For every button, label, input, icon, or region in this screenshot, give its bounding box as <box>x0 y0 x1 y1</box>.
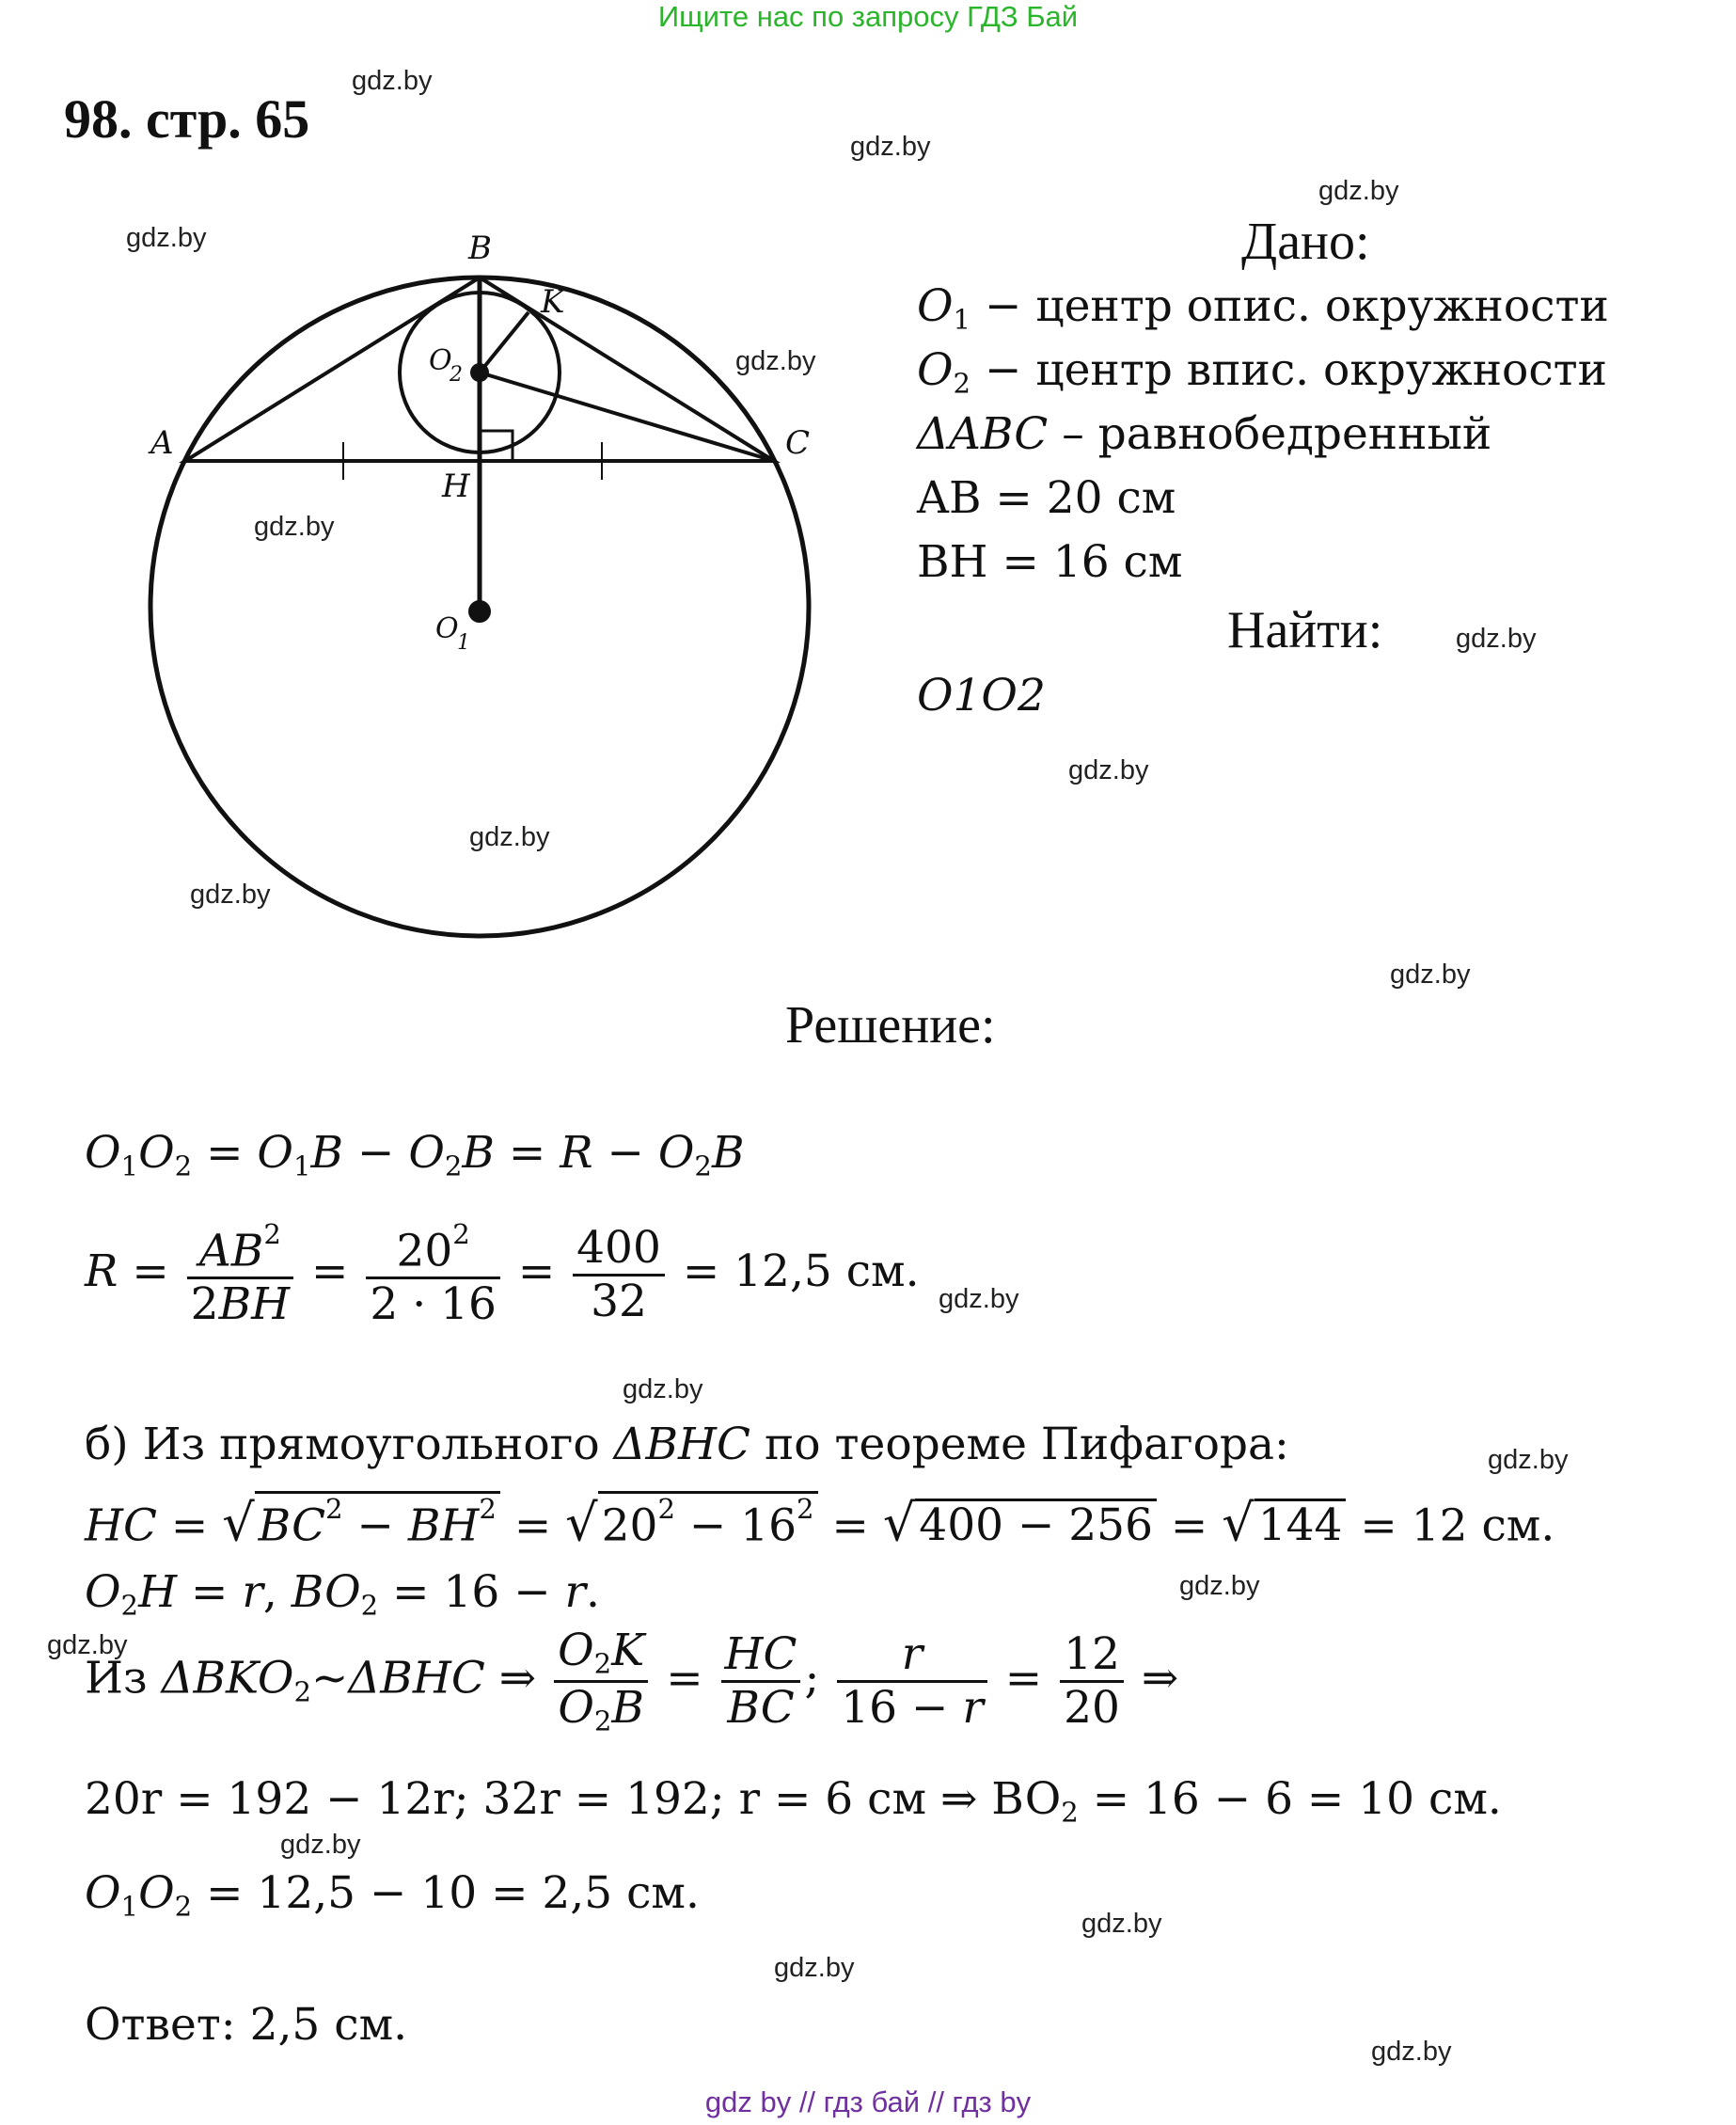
label-o1-sub: 1 <box>457 631 470 655</box>
watermark: gdz.by <box>850 132 931 162</box>
radius-o2k <box>480 312 529 373</box>
label-o2-sub: 2 <box>450 363 463 387</box>
watermark: gdz.by <box>1179 1571 1260 1601</box>
geometry-figure <box>113 207 846 959</box>
watermark: gdz.by <box>1068 755 1149 785</box>
given-line-3: ΔABC – равнобедренный <box>917 408 1492 460</box>
top-banner: Ищите нас по запросу ГДЗ Бай <box>657 0 1079 33</box>
watermark: gdz.by <box>280 1830 361 1860</box>
footer: gdz by // гдз бай // гдз by <box>704 2085 1032 2118</box>
equation-radius: R = $\frac{AB^2}{2BH}$ = $\frac{20^2}{2 \cdot 16}$ = $\frac{400}{32}$ = 12,5 см. <box>85 1218 920 1331</box>
watermark: gdz.by <box>47 1630 128 1660</box>
segment-o2c <box>480 373 774 461</box>
problem-title: 98. стр. 65 <box>64 88 310 150</box>
equation-o2h: $O_2H = r$, $BO_2 = 16 - r$. <box>85 1566 600 1622</box>
answer: Ответ: 2,5 см. <box>85 1999 408 2051</box>
point-o1 <box>468 600 491 623</box>
watermark: gdz.by <box>1318 176 1399 206</box>
equation-similarity: Из $\Delta BKO_2\sim\Delta BHC$ ⇒ $\frac{O_2K}{O_2B}$ = $\frac{HC}{BC}$ ; $\frac{r}{16 - r}$ = $\frac{12}{20}$ ⇒ <box>85 1625 1179 1737</box>
given-line-4: AB = 20 см <box>917 472 1176 524</box>
label-o2: O <box>429 344 452 377</box>
watermark: gdz.by <box>1488 1445 1569 1475</box>
find-heading: Найти: <box>1227 601 1383 659</box>
given-line-2: $O_2$ − центр впис. окружности <box>917 344 1607 400</box>
point-o2 <box>470 363 489 382</box>
equation-r-solve: 20r = 192 − 12r; 32r = 192; r = 6 см ⇒ $BO_2 = 16 - 6 = 10$ см. <box>85 1773 1502 1829</box>
watermark: gdz.by <box>126 223 207 253</box>
watermark: gdz.by <box>254 512 335 542</box>
label-c: C <box>785 424 811 462</box>
watermark: gdz.by <box>1390 959 1471 990</box>
given-line-5: BH = 16 см <box>917 536 1183 588</box>
watermark: gdz.by <box>1081 1909 1162 1939</box>
watermark: gdz.by <box>190 880 271 910</box>
watermark: gdz.by <box>1371 2037 1452 2067</box>
label-o1: O <box>435 612 459 645</box>
watermark: gdz.by <box>939 1284 1019 1314</box>
watermark: gdz.by <box>735 346 816 376</box>
watermark: gdz.by <box>623 1374 703 1404</box>
label-b: B <box>468 230 492 267</box>
label-a: A <box>150 424 174 462</box>
step-b-intro: б) Из прямоугольного ΔBHC по теореме Пифагора: <box>85 1419 1289 1470</box>
label-k: K <box>541 283 565 321</box>
equation-hc: HC = $√BC^2 - BH^2 = √20^2 - 16^2 = √400 - 256 = √144 = 12$ см. <box>85 1493 1555 1553</box>
watermark: gdz.by <box>469 822 550 852</box>
given-heading: Дано: <box>1241 213 1370 271</box>
solution-heading: Решение: <box>785 996 996 1055</box>
equation-final: $O_1O_2 = 12,5 - 10 = 2,5$ см. <box>85 1867 700 1923</box>
find-target: O1O2 <box>917 670 1046 722</box>
equation-o1o2: $O_1O_2 = O_1B - O_2B = R - O_2B$ <box>85 1127 745 1182</box>
watermark: gdz.by <box>352 66 433 96</box>
label-h: H <box>442 468 470 505</box>
given-line-1: $O_1$ − центр опис. окружности <box>917 280 1609 336</box>
watermark: gdz.by <box>774 1953 855 1983</box>
watermark: gdz.by <box>1456 624 1537 654</box>
